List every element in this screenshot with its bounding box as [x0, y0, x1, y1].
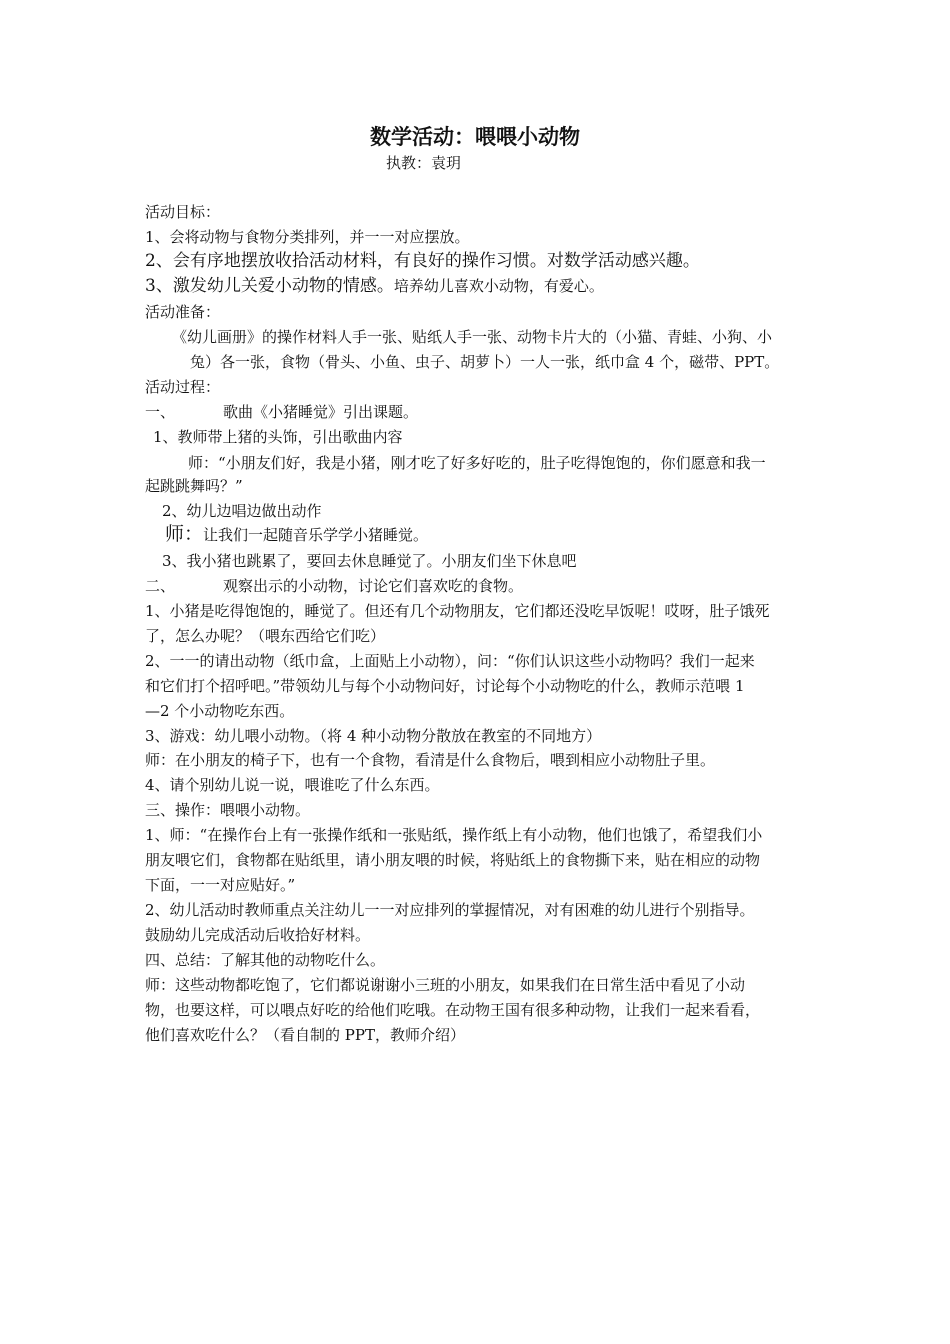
part-2-title: 观察出示的小动物，讨论它们喜欢吃的食物。	[223, 577, 524, 595]
part-2-teacher-line: 师：在小朋友的椅子下，也有一个食物，看清是什么食物后，喂到相应小动物肚子里。	[145, 751, 716, 769]
part-2-heading	[145, 576, 523, 596]
part-1-number: 一、	[145, 403, 176, 421]
part-2-step-1a: 1、小猪是吃得饱饱的，睡觉了。但还有几个动物朋友，它们都还没吃早饭呢！哎呀，肚子饿死	[145, 602, 770, 620]
part-4-line-b: 物，也要这样，可以喂点好吃的给他们吃哦。在动物王国有很多种动物，让我们一起来看看，	[145, 1001, 761, 1019]
part-1-teacher-line	[165, 524, 428, 545]
part-3-heading: 三、操作：喂喂小动物。	[145, 801, 311, 819]
part-3-step-2b: 鼓励幼儿完成活动后收拾好材料。	[145, 926, 371, 944]
process-heading: 活动过程：	[145, 378, 221, 396]
teacher-text: 让我们一起随音乐学学小猪睡觉。	[203, 526, 429, 544]
prep-line-1: 《幼儿画册》的操作材料人手一张、贴纸人手一张、动物卡片大的（小猫、青蛙、小狗、小	[172, 328, 773, 346]
part-3-step-1c: 下面，一一对应贴好。”	[145, 876, 296, 894]
part-2-step-1b: 了，怎么办呢？（喂东西给它们吃）	[145, 627, 386, 645]
part-1-step-3: 3、我小猪也跳累了，要回去休息睡觉了。小朋友们坐下休息吧	[162, 552, 577, 570]
part-1-quote-a: 师：“小朋友们好，我是小猪，刚才吃了好多好吃的，肚子吃得饱饱的，你们愿意和我一	[188, 454, 766, 472]
goals-heading: 活动目标：	[145, 203, 221, 221]
part-1-heading	[145, 402, 418, 422]
author-line: 执教：袁玥	[386, 154, 462, 172]
part-1-title: 歌曲《小猪睡觉》引出课题。	[223, 403, 419, 421]
part-4-heading: 四、总结：了解其他的动物吃什么。	[145, 951, 386, 969]
goal-1: 1、会将动物与食物分类排列，并一一对应摆放。	[145, 228, 470, 246]
document-title: 数学活动：喂喂小动物	[370, 124, 580, 149]
part-2-step-2a: 2、一一的请出动物（纸巾盒，上面贴上小动物），问：“你们认识这些小动物吗？我们一起来	[145, 652, 755, 670]
part-2-step-2b: 和它们打个招呼吧。”带领幼儿与每个小动物问好，讨论每个小动物吃的什么，教师示范喂 1	[145, 677, 745, 695]
part-3-step-1b: 朋友喂它们，食物都在贴纸里，请小朋友喂的时候，将贴纸上的食物撕下来，贴在相应的动物	[145, 851, 761, 869]
part-3-step-1a: 1、师：“在操作台上有一张操作纸和一张贴纸，操作纸上有小动物，他们也饿了，希望我们小	[145, 826, 763, 844]
prep-line-2: 兔）各一张，食物（骨头、小鱼、虫子、胡萝卜）一人一张，纸巾盒 4 个，磁带、PPT。	[190, 353, 780, 371]
goal-3-part-a: 3、激发幼儿关爱小动物的情感。	[145, 276, 394, 296]
goal-3-part-b: 培养幼儿喜欢小动物，有爱心。	[393, 277, 604, 295]
part-4-line-a: 师：这些动物都吃饱了，它们都说谢谢小三班的小朋友，如果我们在日常生活中看见了小动	[145, 976, 746, 994]
part-2-step-3: 3、游戏：幼儿喂小动物。（将 4 种小动物分散放在教室的不同地方）	[145, 727, 602, 745]
part-2-step-2c: —2 个小动物吃东西。	[145, 702, 295, 720]
part-4-line-c: 他们喜欢吃什么？（看自制的 PPT，教师介绍）	[145, 1026, 465, 1044]
part-1-step-2: 2、幼儿边唱边做出动作	[162, 502, 322, 520]
part-1-quote-b: 起跳跳舞吗？”	[145, 477, 243, 495]
goal-3	[145, 276, 604, 296]
prep-heading: 活动准备：	[145, 303, 221, 321]
goal-2: 2、会有序地摆放收拾活动材料，有良好的操作习惯。对数学活动感兴趣。	[145, 251, 700, 271]
part-3-step-2a: 2、幼儿活动时教师重点关注幼儿一一对应排列的掌握情况，对有困难的幼儿进行个别指导。	[145, 901, 755, 919]
part-2-step-4: 4、请个别幼儿说一说，喂谁吃了什么东西。	[145, 776, 440, 794]
part-1-step-1: 1、教师带上猪的头饰，引出歌曲内容	[153, 428, 403, 446]
teacher-label: 师：	[165, 523, 204, 545]
part-2-number: 二、	[145, 577, 176, 595]
